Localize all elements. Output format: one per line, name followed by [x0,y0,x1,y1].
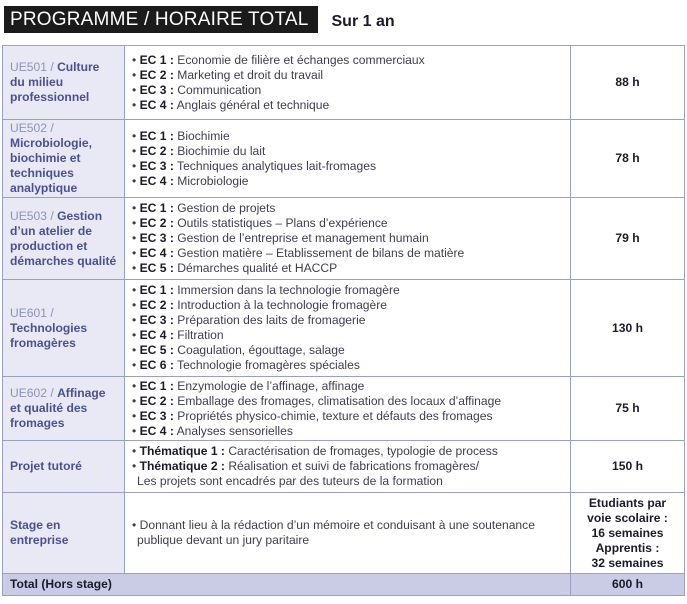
ec-label: EC 2 : [139,216,174,230]
ue-label-cell [3,198,125,280]
stage-hours-line: 16 semaines [591,525,664,540]
ec-item: • EC 1 : Biochimie [132,128,230,143]
ec-item: • EC 1 : Economie de filière et échanges commerciaux [132,52,425,67]
ec-label: EC 2 : [139,298,174,312]
ec-text: Gestion matière – Etablissement de bilans de matière [173,246,465,260]
ec-text: Analyses sensorielles [173,423,293,438]
ue-row [3,377,685,441]
ue-label-cell [3,120,125,198]
page-subtitle: Sur 1 an [331,12,395,30]
ue-name: Microbiologie, biochimie et techniques analyptique [10,136,92,195]
ec-item: • EC 3 : Techniques analytiques lait-fromages [132,158,377,173]
ec-text: Technologie fromagères spéciales [173,358,360,372]
ec-text: Filtration [173,328,224,342]
ec-label: EC 1 : [139,201,174,215]
ec-text: Enzymologie de l’affinage, affinage [173,378,365,393]
stage-hours-line: Apprentis : [595,540,660,555]
ec-item: • EC 4 : Anglais général et technique [132,97,330,112]
ec-item: • EC 2 : Biochimie du lait [132,143,266,158]
ec-text: Anglais général et technique [173,97,330,112]
ec-item: • EC 4 : Analyses sensorielles [132,423,293,438]
ec-text: Economie de filière et échanges commerciaux [173,52,425,67]
stage-content-cell [125,493,571,574]
ec-label: EC 4 : [139,423,174,438]
projet-name: Projet tutoré [10,459,82,473]
page-title: PROGRAMME / HORAIRE TOTAL [4,6,318,33]
projet-item-text: Caractérisation de fromages, typologie de process [224,444,498,458]
ue-row [3,46,685,120]
ue-code: UE503 / [10,208,58,223]
ue-row [3,198,685,280]
ec-text: Immersion dans la technologie fromagère [173,283,400,297]
projet-item-label: Thématique 2 : [139,459,225,473]
ec-text: Communication [173,82,262,97]
ec-label: EC 4 : [139,328,174,342]
stage-hours-line: 32 semaines [591,555,664,570]
ec-item: • EC 3 : Communication [132,82,262,97]
ec-item: • EC 4 : Gestion matière – Etablissement de bilans de matière [132,246,465,260]
ue-code: UE501 / [10,60,58,74]
ue-hours: 78 h [571,120,685,198]
stage-text: • Donnant lieu à la rédaction d’un mémoire et conduisant à une soutenance [132,518,535,532]
ec-text: Techniques analytiques lait-fromages [173,158,377,173]
total-row [3,574,685,596]
ec-text: Démarches qualité et HACCP [173,261,338,275]
ec-label: EC 2 : [139,393,174,408]
stage-hours-line: Etudiants par [588,495,667,510]
ue-label-cell [3,377,125,441]
projet-item: • Thématique 1 : Caractérisation de fromages, typologie de process [132,444,498,458]
ec-label: EC 1 : [139,283,174,297]
ec-label: EC 2 : [139,67,174,82]
ec-label: EC 4 : [139,97,174,112]
ec-item: • EC 3 : Préparation des laits de fromagerie [132,313,366,327]
ec-item: • EC 2 : Marketing et droit du travail [132,67,324,82]
ec-text: Microbiologie [173,173,249,188]
ec-item: • EC 2 : Outils statistiques – Plans d’expérience [132,216,388,230]
ue-label-cell [3,46,125,120]
ec-label: EC 3 : [139,82,174,97]
ec-item: • EC 2 : Introduction à la technologie fromagère [132,298,388,312]
header [4,6,395,33]
ec-label: EC 3 : [139,313,174,327]
ue-content-cell [125,198,571,280]
ue-name: Technologies fromagères [10,320,88,350]
ec-label: EC 4 : [139,246,174,260]
ue-code: UE601 / [10,305,54,320]
ec-text: Préparation des laits de fromagerie [173,313,366,327]
stage-hours [571,493,685,574]
ec-text: Coagulation, égouttage, salage [173,343,345,357]
ue-row [3,120,685,198]
ue-label-cell [3,280,125,377]
ec-text: Introduction à la technologie fromagère [173,298,388,312]
projet-hours: 150 h [571,441,685,493]
ec-label: EC 1 : [139,52,174,67]
projet-item: • Thématique 2 : Réalisation et suivi de fabrications fromagères/ [132,459,480,473]
ec-label: EC 5 : [139,343,174,357]
ec-label: EC 3 : [139,158,174,173]
ue-content-cell [125,377,571,441]
stage-hours-line: voie scolaire : [587,510,668,525]
ec-text: Biochimie du lait [173,143,266,158]
ec-text: Gestion de projets [173,201,276,215]
ec-item: • EC 1 : Gestion de projets [132,201,276,215]
ec-item: • EC 6 : Technologie fromagères spéciales [132,358,360,372]
ue-name: Gestion d’un atelier de production et démarches qualité [10,208,117,268]
ec-item: • EC 2 : Emballage des fromages, climatisation des locaux d’affinage [132,393,502,408]
total-label: Total (Hors stage) [3,574,571,596]
ue-hours: 75 h [571,377,685,441]
ue-hours: 88 h [571,46,685,120]
stage-name: Stage en entreprise [10,518,69,547]
projet-item-label: Thématique 1 : [139,444,225,458]
ec-text: Emballage des fromages, climatisation des locaux d’affinage [173,393,502,408]
ec-text: Gestion de l’entreprise et management humain [173,231,429,245]
ec-text: Marketing et droit du travail [173,67,324,82]
ec-text: Biochimie [173,128,230,143]
ue-code: UE602 / [10,386,58,400]
ue-hours: 79 h [571,198,685,280]
ec-text: Propriétés physico-chimie, texture et défauts des fromages [173,408,493,423]
ec-item: • EC 4 : Filtration [132,328,224,342]
ue-content-cell [125,280,571,377]
projet-label-cell [3,441,125,493]
stage-row [3,493,685,574]
ue-content-cell [125,46,571,120]
projet-continuation: Les projets sont encadrés par des tuteurs de la formation [137,474,443,488]
total-hours: 600 h [571,574,685,596]
stage-text-line2: publique devant un jury paritaire [137,533,310,547]
ec-item: • EC 5 : Démarches qualité et HACCP [132,261,338,275]
programme-table [2,45,685,596]
ec-item: • EC 4 : Microbiologie [132,173,249,188]
ec-label: EC 1 : [139,378,174,393]
programme-table-body [3,46,685,596]
ec-item: • EC 3 : Propriétés physico-chimie, texture et défauts des fromages [132,408,493,423]
ue-row [3,280,685,377]
projet-item-text: Réalisation et suivi de fabrications fromagères/ [224,459,480,473]
stage-label-cell [3,493,125,574]
ec-label: EC 2 : [139,143,174,158]
ec-label: EC 3 : [139,231,174,245]
ec-item: • EC 3 : Gestion de l’entreprise et management humain [132,231,429,245]
ue-code: UE502 / [10,121,54,135]
projet-content-cell [125,441,571,493]
ue-name: Affinage et qualité des fromages [10,386,106,430]
ec-label: EC 1 : [139,128,174,143]
ec-label: EC 4 : [139,173,174,188]
ue-content-cell [125,120,571,198]
ec-label: EC 3 : [139,408,174,423]
projet-row [3,441,685,493]
ec-label: EC 6 : [139,358,174,372]
ec-text: Outils statistiques – Plans d’expérience [173,216,388,230]
ue-name: Culture du milieu professionnel [10,60,100,104]
ec-label: EC 5 : [139,261,174,275]
stage-text-line1: Donnant lieu à la rédaction d’un mémoire et conduisant à une soutenance [139,518,535,532]
ec-item: • EC 1 : Enzymologie de l’affinage, affinage [132,378,365,393]
ec-item: • EC 1 : Immersion dans la technologie fromagère [132,283,400,297]
ec-item: • EC 5 : Coagulation, égouttage, salage [132,343,345,357]
ue-hours: 130 h [571,280,685,377]
